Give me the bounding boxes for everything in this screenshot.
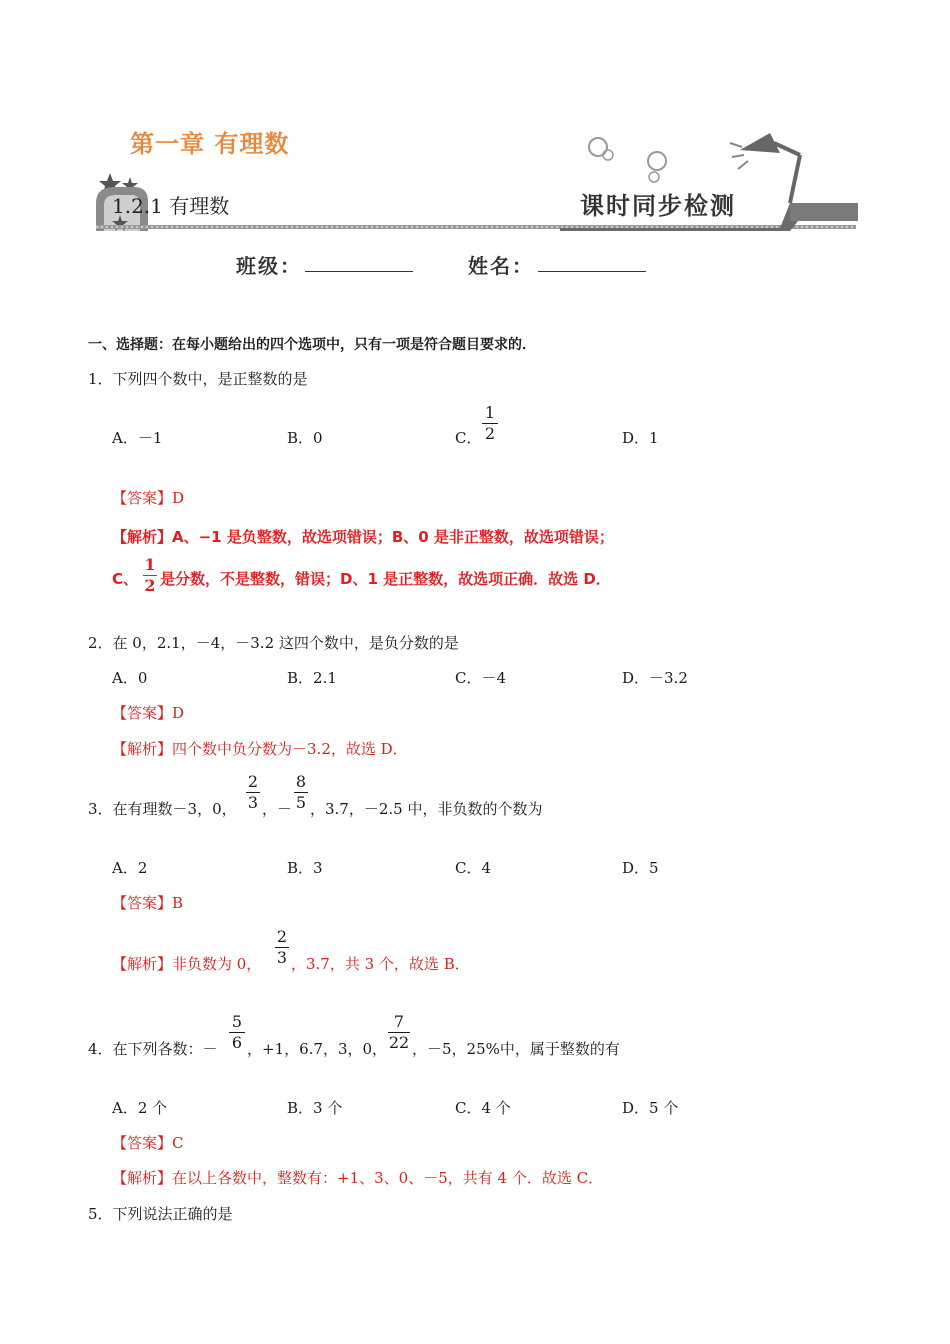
q3-stem-separator: ，－ bbox=[262, 800, 293, 818]
class-blank[interactable] bbox=[305, 271, 413, 272]
q4-analysis: 【解析】在以上各数中，整数有：+1、3、0、－5，共有 4 个．故选 C． bbox=[112, 1169, 604, 1187]
q1-option-d: D．1 bbox=[622, 429, 659, 447]
q3-fraction-2: 8 5 bbox=[295, 772, 307, 812]
q1-analysis-fraction: 1 2 bbox=[144, 555, 156, 595]
q4-stem-suffix: ，－5，25%中，属于整数的有 bbox=[412, 1040, 620, 1058]
q2-analysis: 【解析】四个数中负分数为－3.2，故选 D． bbox=[112, 740, 408, 758]
q3-stem-prefix: 3．在有理数－3，0， bbox=[88, 800, 237, 818]
q4-option-a: A．2 个 bbox=[112, 1099, 168, 1117]
q3-stem-suffix: ，3.7，－2.5 中，非负数的个数为 bbox=[310, 800, 543, 818]
class-label: 班级： bbox=[236, 254, 302, 278]
q4-fraction-1: 5 6 bbox=[229, 1013, 245, 1052]
q2-option-d: D．－3.2 bbox=[622, 669, 688, 687]
q5-stem: 5．下列说法正确的是 bbox=[88, 1205, 233, 1223]
q2-stem: 2．在 0，2.1，－4，－3.2 这四个数中，是负分数的是 bbox=[88, 634, 459, 652]
q3-option-a: A．2 bbox=[112, 859, 148, 877]
q3-fraction-1: 2 3 bbox=[247, 772, 259, 812]
q2-option-a: A．0 bbox=[112, 669, 148, 687]
q4-stem-prefix: 4．在下列各数：－ bbox=[88, 1040, 218, 1058]
q2-option-c: C．－4 bbox=[455, 669, 507, 687]
q4-option-d: D．5 个 bbox=[622, 1099, 679, 1117]
q3-analysis-fraction: 2 3 bbox=[276, 927, 288, 967]
q3-option-c: C．4 bbox=[455, 859, 492, 877]
q4-option-b: B．3 个 bbox=[287, 1099, 343, 1117]
section-title: 1.2.1 有理数 bbox=[112, 194, 230, 218]
q4-answer: 【答案】C bbox=[112, 1134, 184, 1152]
lamp-icon bbox=[730, 133, 800, 203]
q1-option-c-fraction: 1 2 bbox=[482, 404, 498, 443]
q2-option-b: B．2.1 bbox=[287, 669, 337, 687]
q4-fraction-2: 7 22 bbox=[388, 1012, 410, 1052]
q1-option-c: C． bbox=[455, 429, 482, 447]
q3-analysis-prefix: 【解析】非负数为 0， bbox=[112, 955, 262, 973]
q4-option-c: C．4 个 bbox=[455, 1099, 511, 1117]
q4-stem-middle: ，+1，6.7，3，0， bbox=[247, 1040, 388, 1058]
q1-answer: 【答案】D bbox=[112, 489, 185, 507]
q3-option-d: D．5 bbox=[622, 859, 659, 877]
q1-stem: 1．下列四个数中，是正整数的是 bbox=[88, 370, 308, 388]
q3-analysis-suffix: ，3.7，共 3 个，故选 B． bbox=[291, 955, 470, 973]
instructions: 一、选择题：在每小题给出的四个选项中，只有一项是符合题目要求的． bbox=[88, 337, 536, 353]
chapter-title: 第一章 有理数 bbox=[130, 130, 290, 158]
q1-analysis-line2: 是分数，不是整数，错误；D、1 是正整数，故选项正确．故选 D． bbox=[160, 570, 611, 588]
q1-option-b: B．0 bbox=[287, 429, 323, 447]
q3-answer: 【答案】B bbox=[112, 894, 184, 912]
q1-analysis-line2-prefix: C、 bbox=[112, 570, 139, 588]
q1-analysis-line1: 【解析】A、−1 是负整数，故选项错误；B、0 是非正整数，故选项错误； bbox=[112, 528, 614, 546]
name-blank[interactable] bbox=[538, 271, 646, 272]
q3-option-b: B．3 bbox=[287, 859, 323, 877]
name-label: 姓名： bbox=[468, 254, 534, 278]
sync-test-label: 课时同步检测 bbox=[580, 191, 736, 220]
q2-answer: 【答案】D bbox=[112, 704, 185, 722]
q1-option-a: A．－1 bbox=[112, 429, 163, 447]
